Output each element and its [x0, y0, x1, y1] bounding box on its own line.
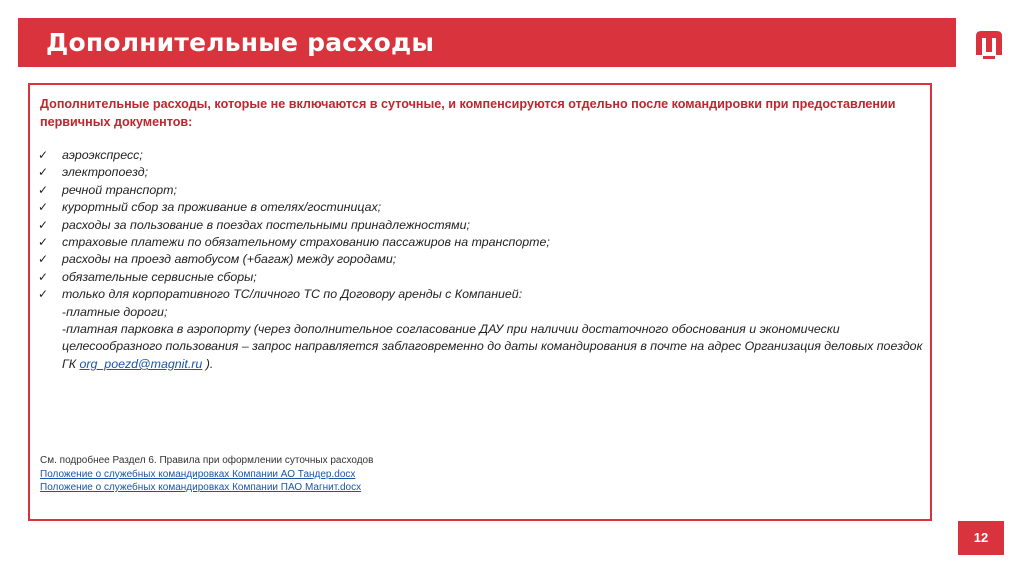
list-item: ✓ только для корпоративного ТС/личного ТС по Договору аренды с Компанией: -платные дороги; -платная парковка в аэропорту (через дополнительное согласование ДАУ при наличии достаточного обоснования и экономически целесообразного пользования – запрос направляется заблаговременно до даты командирования в почте на адрес Организация деловых поездок ГК org_poezd@magnit.ru ).	[38, 286, 926, 373]
check-icon: ✓	[38, 287, 49, 302]
doc-link-magnit[interactable]: Положение о служебных командировках Компании ПАО Магнит.docx	[40, 482, 362, 493]
intro-text: Дополнительные расходы, которые не включаются в суточные, и компенсируются отдельно после командировки при предоставлении первичных документов:	[40, 97, 896, 129]
title-bar	[18, 18, 956, 67]
page-number-badge	[958, 521, 1004, 555]
magnit-logo-icon	[972, 26, 1006, 60]
list-item: ✓ электропоезд;	[38, 164, 926, 181]
check-icon: ✓	[38, 269, 49, 284]
doc-link-tander[interactable]: Положение о служебных командировках Компании АО Тандер.docx	[40, 468, 356, 480]
sub-list	[62, 304, 926, 374]
check-icon: ✓	[38, 182, 49, 197]
expense-list	[38, 147, 926, 373]
section-note: См. подробнее Раздел 6. Правила при оформлении суточных расходов	[40, 455, 374, 466]
list-item: ✓ расходы за пользование в поездах постельными принадлежностями;	[38, 217, 926, 234]
list-item: ✓ расходы на проезд автобусом (+багаж) между городами;	[38, 251, 926, 268]
sub-list-item: -платные дороги;	[62, 304, 168, 319]
check-icon: ✓	[38, 252, 49, 267]
list-item: ✓ страховые платежи по обязательному страхованию пассажиров на транспорте;	[38, 234, 926, 251]
reference-notes	[40, 454, 373, 495]
sub-list-item: -платная парковка в аэропорту (через дополнительное согласование ДАУ при наличии достаточного обоснования и экономически целесообразного пользования – запрос направляется заблаговременно до даты командирования в почте на адрес Организация деловых поездок ГК org_poezd@magnit.ru ).	[62, 322, 923, 371]
page-number: 12	[973, 530, 989, 545]
slide-title: Дополнительные расходы	[46, 28, 435, 57]
check-icon: ✓	[38, 235, 49, 250]
list-item: ✓ аэроэкспресс;	[38, 147, 926, 164]
check-icon: ✓	[38, 217, 49, 232]
content-box	[28, 83, 932, 521]
check-icon: ✓	[38, 148, 49, 162]
list-item: ✓ курортный сбор за проживание в отелях/гостиницах;	[38, 199, 926, 216]
email-link[interactable]: org_poezd@magnit.ru	[79, 356, 203, 371]
list-item: ✓ речной транспорт;	[38, 182, 926, 199]
list-item: ✓ обязательные сервисные сборы;	[38, 269, 926, 286]
check-icon: ✓	[38, 200, 49, 215]
check-icon: ✓	[38, 165, 49, 180]
